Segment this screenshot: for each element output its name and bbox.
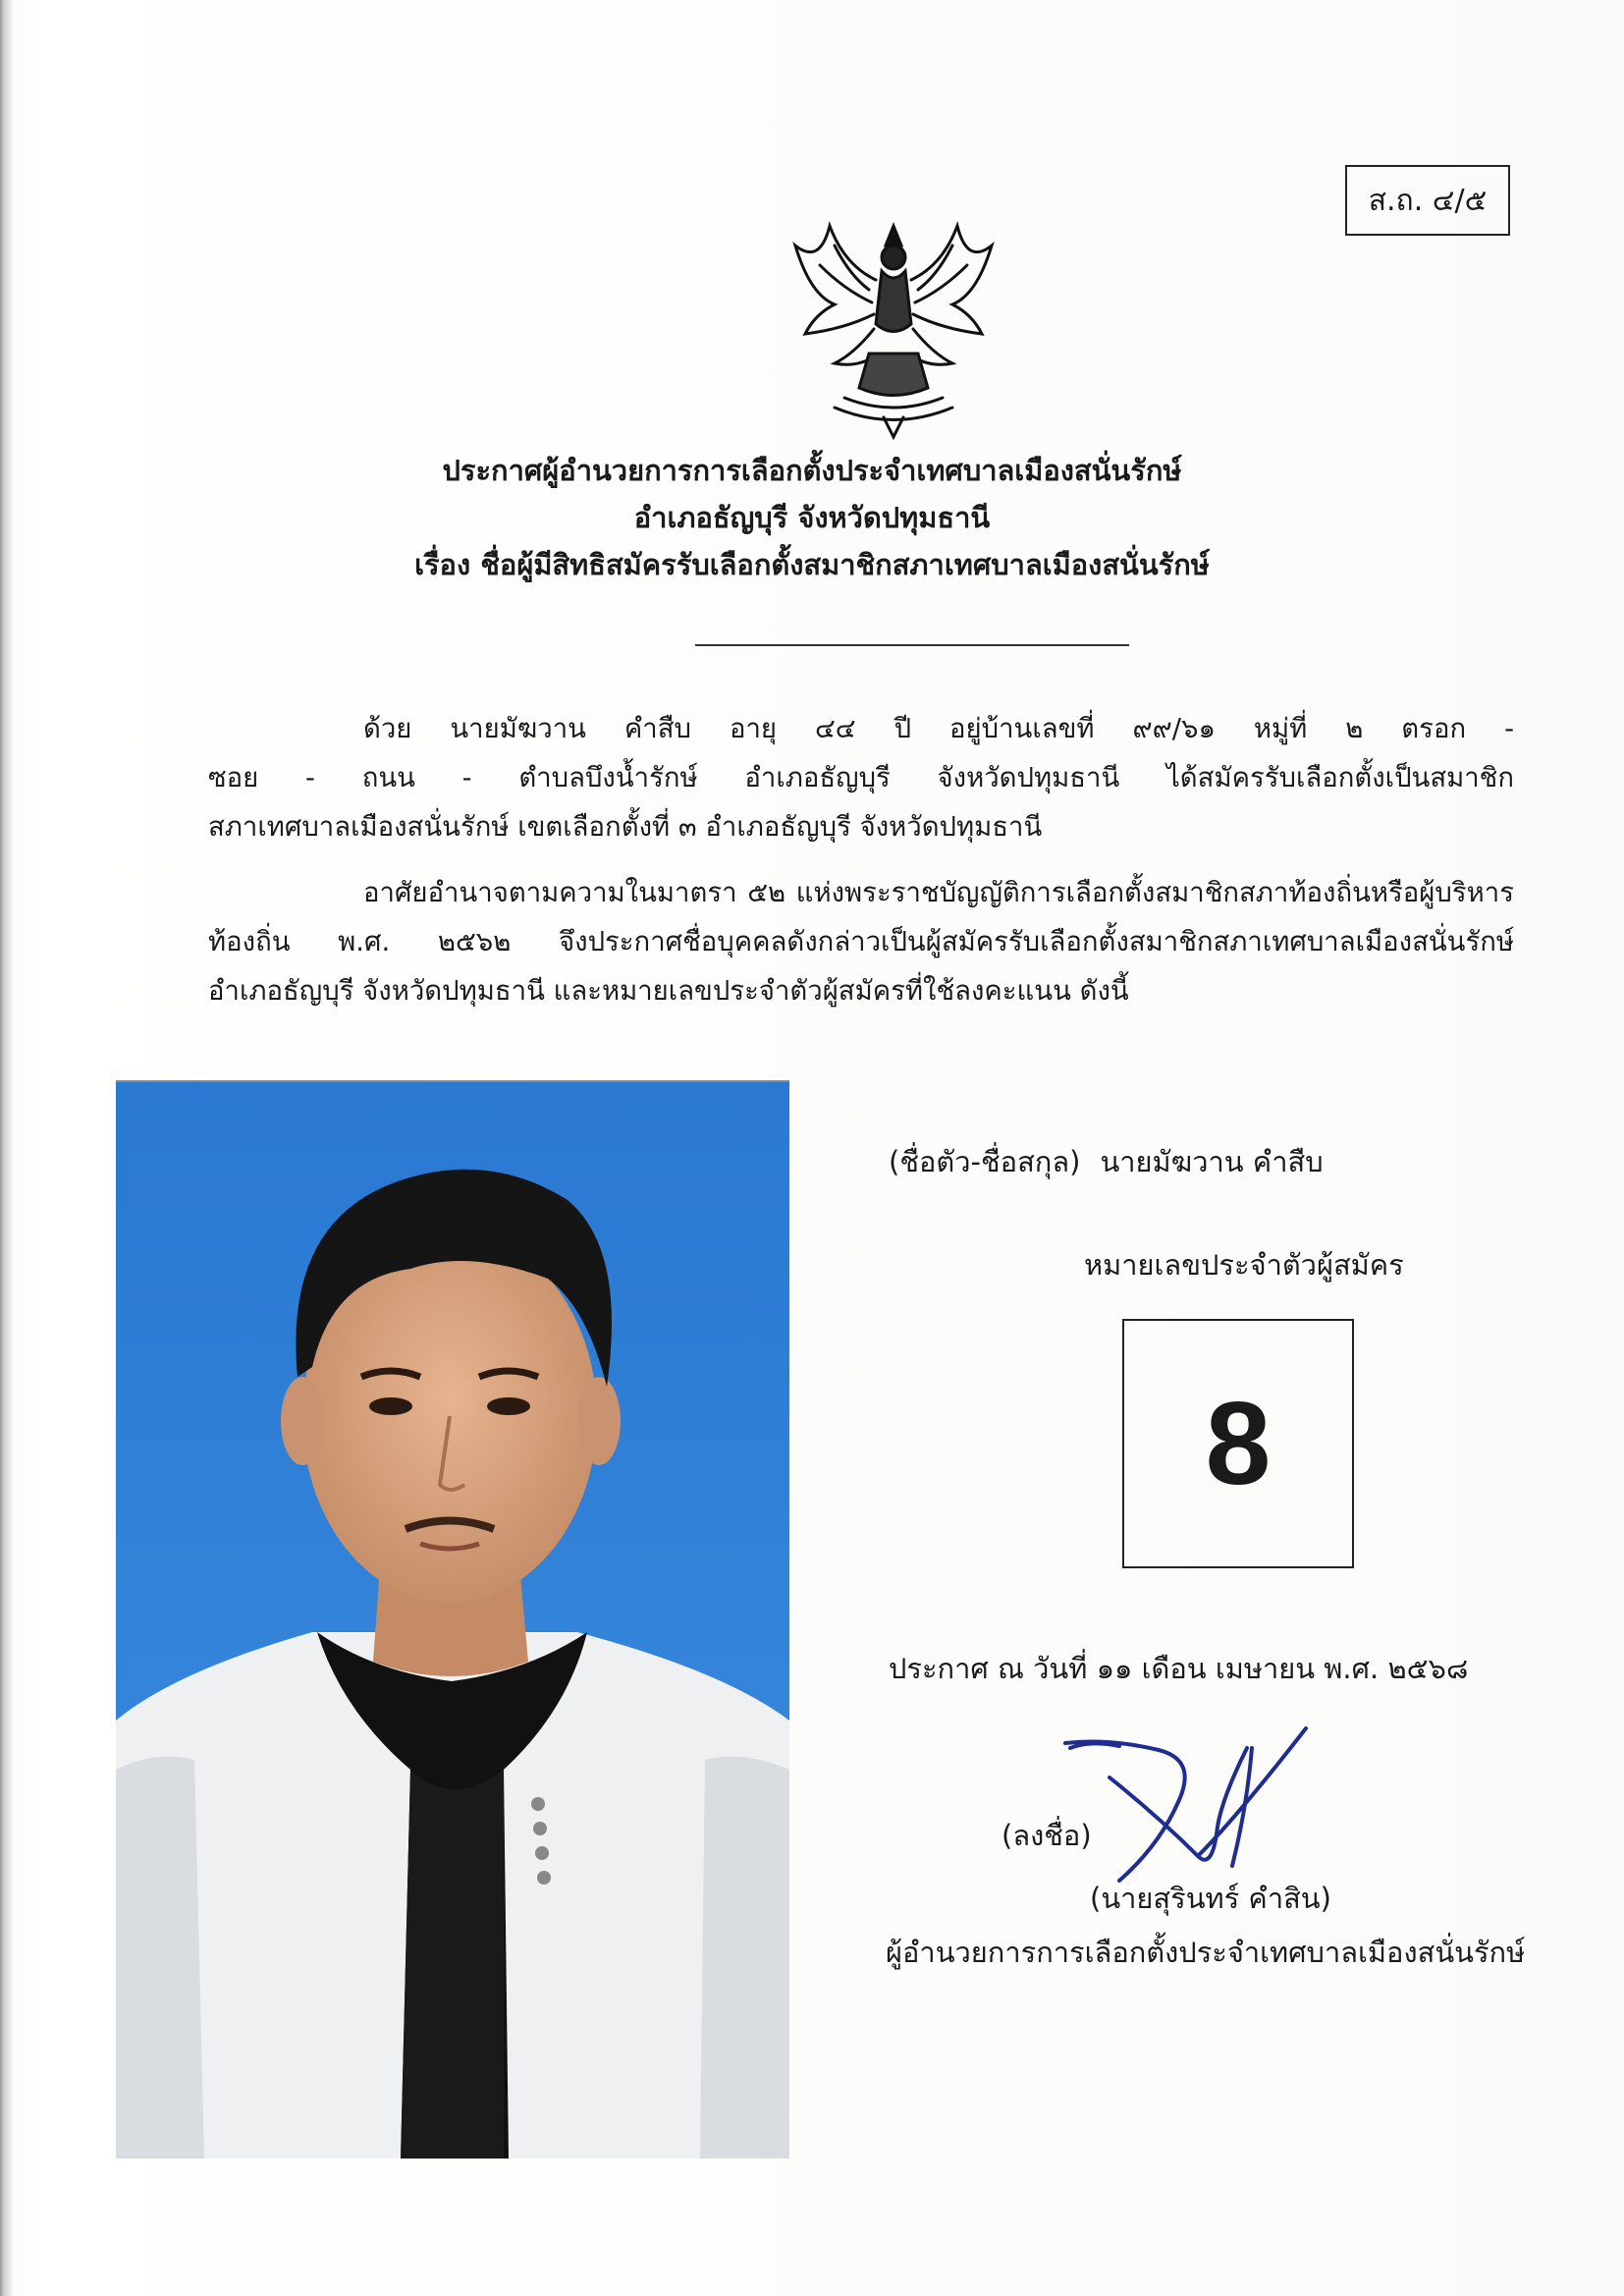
heading-line-1: ประกาศผู้อำนวยการการเลือกตั้งประจำเทศบาลเมืองสนั่นรักษ์ xyxy=(442,454,1182,487)
announcement-heading xyxy=(196,447,1428,588)
form-code-box xyxy=(1345,165,1510,236)
paragraph-candidate-info xyxy=(208,704,1514,851)
paragraph1-line-3: สภาเทศบาลเมืองสนั่นรักษ์ เขตเลือกตั้งที่ ๓ อำเภอธัญบุรี จังหวัดปทุมธานี xyxy=(208,811,1043,843)
handwritten-signature xyxy=(1051,1709,1345,1895)
candidate-number-label: หมายเลขประจำตัวผู้สมัคร xyxy=(1084,1248,1404,1282)
heading-line-2: อำเภอธัญบุรี จังหวัดปทุมธานี xyxy=(633,501,991,534)
candidate-photo xyxy=(116,1080,789,2159)
candidate-name-label: (ชื่อตัว-ชื่อสกุล) xyxy=(889,1145,1081,1178)
form-code: ส.ถ. ๔/๕ xyxy=(1368,183,1488,218)
candidate-number: 8 xyxy=(1205,1378,1272,1509)
candidate-name-line xyxy=(889,1139,1324,1184)
paragraph2-line-3: อำเภอธัญบุรี จังหวัดปทุมธานี และหมายเลขประจำตัวผู้สมัครที่ใช้ลงคะแนน ดังนี้ xyxy=(208,975,1129,1007)
signature-label: (ลงชื่อ) xyxy=(1001,1819,1092,1852)
candidate-name: นายมัฆวาน คำสืบ xyxy=(1100,1145,1324,1178)
paragraph-legal-basis xyxy=(208,868,1514,1015)
garuda-emblem-icon xyxy=(776,206,1011,442)
heading-divider xyxy=(695,644,1129,646)
paragraph1-line-2: ซอย - ถนน - ตำบลบึงน้ำรักษ์ อำเภอธัญบุรี จังหวัดปทุมธานี ได้สมัครรับเลือกตั้งเป็นสมาชิก xyxy=(208,762,1514,793)
announcement-date: ประกาศ ณ วันที่ ๑๑ เดือน เมษายน พ.ศ. ๒๕๖๘ xyxy=(889,1652,1469,1685)
heading-line-3: เรื่อง ชื่อผู้มีสิทธิสมัครรับเลือกตั้งสมาชิกสภาเทศบาลเมืองสนั่นรักษ์ xyxy=(414,548,1210,581)
signer-title: ผู้อำนวยการการเลือกตั้งประจำเทศบาลเมืองสนั่นรักษ์ xyxy=(886,1936,1526,1969)
signer-name: (นายสุรินทร์ คำสิน) xyxy=(1090,1882,1331,1915)
candidate-number-box xyxy=(1122,1319,1354,1568)
paragraph2-line-1: อาศัยอำนาจตามความในมาตรา ๕๒ แห่งพระราชบัญญัติการเลือกตั้งสมาชิกสภาท้องถิ่นหรือผู้บริหาร xyxy=(363,877,1514,908)
paragraph2-line-2: ท้องถิ่น พ.ศ. ๒๕๖๒ จึงประกาศชื่อบุคคลดังกล่าวเป็นผู้สมัครรับเลือกตั้งสมาชิกสภาเทศบาลเมืองสนั่นรักษ์ xyxy=(208,926,1514,957)
paragraph1-line-1: ด้วย นายมัฆวาน คำสืบ อายุ ๔๔ ปี อยู่บ้านเลขที่ ๙๙/๖๑ หมู่ที่ ๒ ตรอก - xyxy=(363,713,1514,744)
